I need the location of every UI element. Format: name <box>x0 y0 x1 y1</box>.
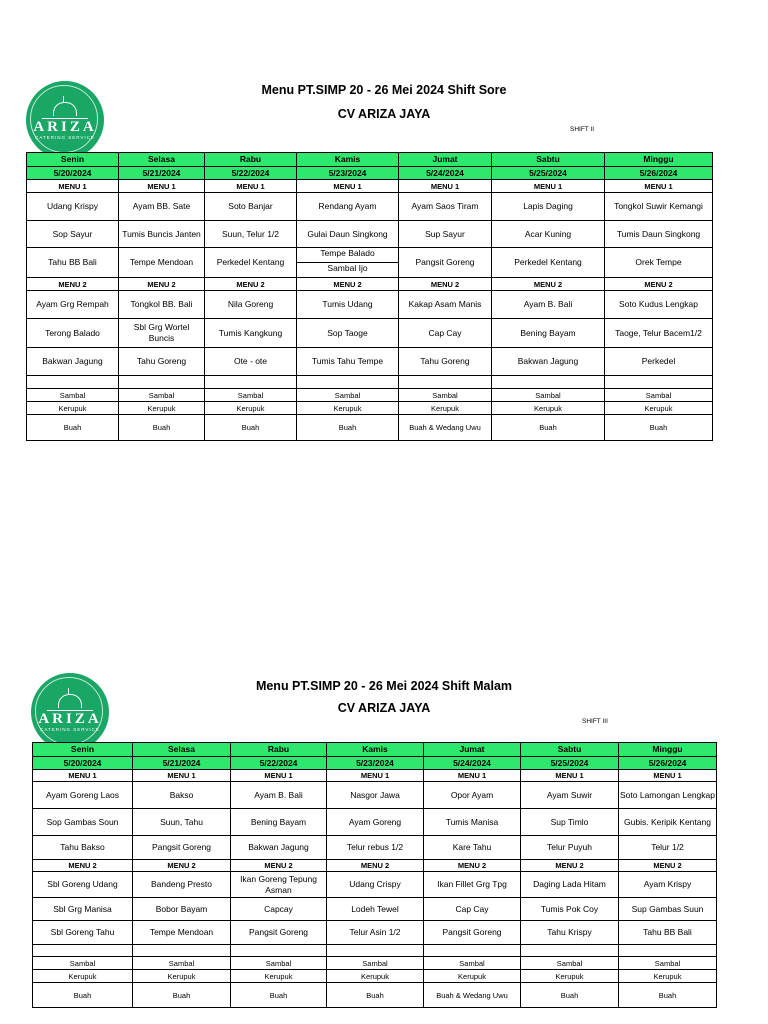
table-cell: Jumat <box>424 743 521 757</box>
table-cell: MENU 2 <box>605 278 713 291</box>
table-cell: Sup Gambas Suun <box>619 898 717 921</box>
table-cell: Kerupuk <box>521 970 619 983</box>
table-cell: Ikan Fillet Grg Tpg <box>424 872 521 898</box>
table-cell: Ayam B. Bali <box>492 291 605 319</box>
table-cell: 5/23/2024 <box>297 167 399 180</box>
table-cell: Telur Asin 1/2 <box>327 921 424 945</box>
table-cell: MENU 1 <box>492 180 605 193</box>
table-cell: Ayam Goreng <box>327 809 424 836</box>
table-cell: Pangsit Goreng <box>424 921 521 945</box>
table-cell: Kamis <box>297 153 399 167</box>
table-cell: Kerupuk <box>327 970 424 983</box>
table-cell: Tahu Goreng <box>119 348 205 376</box>
table-cell: Tongkol Suwir Kemangi <box>605 193 713 221</box>
table-row <box>33 836 717 860</box>
table-cell: MENU 1 <box>231 770 327 782</box>
table-row <box>33 872 717 898</box>
table-cell: Acar Kuning <box>492 221 605 248</box>
table-cell: MENU 1 <box>399 180 492 193</box>
table-cell: Buah <box>33 983 133 1008</box>
table-cell: Minggu <box>619 743 717 757</box>
company-name: CV ARIZA JAYA <box>337 107 431 121</box>
table-cell: Senin <box>33 743 133 757</box>
table-cell: Soto Kudus Lengkap <box>605 291 713 319</box>
table-cell <box>133 945 231 957</box>
table-row <box>33 809 717 836</box>
table-cell: Kerupuk <box>133 970 231 983</box>
table-cell: Tumis Manisa <box>424 809 521 836</box>
table-cell: Pangsit Goreng <box>231 921 327 945</box>
table-cell: Buah <box>119 415 205 441</box>
table-cell: MENU 2 <box>133 860 231 872</box>
dish-item: Sambal Ijo <box>327 263 368 273</box>
table-cell: MENU 2 <box>327 860 424 872</box>
table-cell: Sambal <box>521 957 619 970</box>
table-cell: MENU 2 <box>27 278 119 291</box>
table-cell: Tumis Kangkung <box>205 319 297 348</box>
table-cell: Tumis Daun Singkong <box>605 221 713 248</box>
table-cell: Sambal <box>27 389 119 402</box>
table-cell: Sup Sayur <box>399 221 492 248</box>
table-cell: Ayam Suwir <box>521 782 619 809</box>
table-cell: Tempe Mendoan <box>119 248 205 278</box>
table-cell: Sambal <box>297 389 399 402</box>
table-cell: Kerupuk <box>619 970 717 983</box>
table-cell: Sambal <box>399 389 492 402</box>
sheet-title: Menu PT.SIMP 20 - 26 Mei 2024 Shift Malam <box>255 679 513 693</box>
table-cell: MENU 2 <box>424 860 521 872</box>
menu2-header-row <box>27 278 713 291</box>
table-cell: MENU 1 <box>297 180 399 193</box>
table-cell: Lapis Daging <box>492 193 605 221</box>
menu-table <box>26 152 713 441</box>
table-cell: Buah <box>492 415 605 441</box>
menu1-header-row <box>27 180 713 193</box>
empty-row <box>33 945 717 957</box>
table-cell: Sop Taoge <box>297 319 399 348</box>
table-cell: Selasa <box>119 153 205 167</box>
table-cell: Sambal <box>424 957 521 970</box>
table-cell: Rendang Ayam <box>297 193 399 221</box>
shift-label: SHIFT II <box>570 126 595 133</box>
company-name: CV ARIZA JAYA <box>337 701 431 715</box>
table-cell: Kerupuk <box>297 402 399 415</box>
table-cell: 5/21/2024 <box>133 757 231 770</box>
table-cell: MENU 2 <box>297 278 399 291</box>
date-row <box>33 757 717 770</box>
table-cell: Nila Goreng <box>205 291 297 319</box>
table-cell: Minggu <box>605 153 713 167</box>
table-cell: 5/23/2024 <box>327 757 424 770</box>
table-row <box>27 248 713 278</box>
table-cell: Sambal <box>231 957 327 970</box>
table-cell: Buah <box>27 415 119 441</box>
table-cell: Telur 1/2 <box>619 836 717 860</box>
date-row <box>27 167 713 180</box>
table-cell: Bobor Bayam <box>133 898 231 921</box>
sambal-row <box>33 957 717 970</box>
table-cell: MENU 2 <box>521 860 619 872</box>
table-row <box>33 782 717 809</box>
table-cell <box>205 376 297 389</box>
table-cell: Tahu Goreng <box>399 348 492 376</box>
table-cell: 5/22/2024 <box>205 167 297 180</box>
table-cell: 5/25/2024 <box>492 167 605 180</box>
table-row <box>27 193 713 221</box>
table-cell: MENU 1 <box>33 770 133 782</box>
table-cell: MENU 1 <box>424 770 521 782</box>
table-cell <box>297 248 399 278</box>
table-cell: Tumis Pok Coy <box>521 898 619 921</box>
table-cell: Suun, Telur 1/2 <box>205 221 297 248</box>
table-cell: Sbl Grg Manisa <box>33 898 133 921</box>
table-cell <box>619 945 717 957</box>
table-cell: Sup Timlo <box>521 809 619 836</box>
table-cell: Tumis Buncis Janten <box>119 221 205 248</box>
table-cell <box>399 376 492 389</box>
table-cell: MENU 2 <box>33 860 133 872</box>
table-cell: Kerupuk <box>605 402 713 415</box>
table-cell: Ayam Saos Tiram <box>399 193 492 221</box>
table-cell: Sambal <box>492 389 605 402</box>
table-cell: Buah <box>205 415 297 441</box>
buah-row <box>33 983 717 1008</box>
table-cell: 5/26/2024 <box>619 757 717 770</box>
shift-label: SHIFT III <box>582 718 608 725</box>
table-cell <box>521 945 619 957</box>
table-cell: Kerupuk <box>231 970 327 983</box>
table-cell: Sambal <box>327 957 424 970</box>
table-cell: Suun, Tahu <box>133 809 231 836</box>
table-cell: 5/26/2024 <box>605 167 713 180</box>
kerupuk-row <box>33 970 717 983</box>
table-cell: Sabtu <box>492 153 605 167</box>
table-cell: Opor Ayam <box>424 782 521 809</box>
table-cell: Bakwan Jagung <box>231 836 327 860</box>
table-cell <box>33 945 133 957</box>
table-cell: Kerupuk <box>119 402 205 415</box>
table-cell: Jumat <box>399 153 492 167</box>
table-cell: MENU 1 <box>119 180 205 193</box>
table-cell: Taoge, Telur Bacem1/2 <box>605 319 713 348</box>
table-cell: Cap Cay <box>399 319 492 348</box>
empty-row <box>27 376 713 389</box>
table-cell: Sbl Goreng Udang <box>33 872 133 898</box>
table-cell: Perkedel Kentang <box>205 248 297 278</box>
table-cell: Kakap Asam Manis <box>399 291 492 319</box>
table-cell <box>297 376 399 389</box>
table-cell: Udang Krispy <box>27 193 119 221</box>
table-cell: MENU 1 <box>327 770 424 782</box>
table-cell: Sop Gambas Soun <box>33 809 133 836</box>
table-cell: 5/24/2024 <box>424 757 521 770</box>
table-row <box>27 319 713 348</box>
day-row <box>27 153 713 167</box>
sambal-row <box>27 389 713 402</box>
table-cell: Ayam Krispy <box>619 872 717 898</box>
table-cell: Ote - ote <box>205 348 297 376</box>
menu2-header-row <box>33 860 717 872</box>
table-cell: Ayam Goreng Laos <box>33 782 133 809</box>
table-cell: Tumis Tahu Tempe <box>297 348 399 376</box>
table-cell: Sbl Goreng Tahu <box>33 921 133 945</box>
table-cell: Sambal <box>33 957 133 970</box>
table-row <box>33 898 717 921</box>
table-cell <box>424 945 521 957</box>
table-cell: Buah <box>297 415 399 441</box>
table-cell: Tempe Mendoan <box>133 921 231 945</box>
table-cell: Daging Lada Hitam <box>521 872 619 898</box>
table-cell: Capcay <box>231 898 327 921</box>
table-cell: Kerupuk <box>424 970 521 983</box>
table-cell: Buah <box>619 983 717 1008</box>
table-row <box>33 921 717 945</box>
table-cell: Buah & Wedang Uwu <box>424 983 521 1008</box>
table-cell: MENU 2 <box>231 860 327 872</box>
table-cell: Buah <box>605 415 713 441</box>
table-cell: Cap Cay <box>424 898 521 921</box>
table-cell: Sambal <box>119 389 205 402</box>
table-cell <box>605 376 713 389</box>
table-cell: Sop Sayur <box>27 221 119 248</box>
menu-table <box>32 742 717 1008</box>
table-cell: Bandeng Presto <box>133 872 231 898</box>
table-cell: Ayam B. Bali <box>231 782 327 809</box>
table-cell: Buah <box>327 983 424 1008</box>
table-cell: Kerupuk <box>27 402 119 415</box>
table-cell: Senin <box>27 153 119 167</box>
table-cell: Pangsit Goreng <box>399 248 492 278</box>
table-cell: Telur Puyuh <box>521 836 619 860</box>
table-cell: Buah & Wedang Uwu <box>399 415 492 441</box>
table-cell: Udang Crispy <box>327 872 424 898</box>
table-cell: Sambal <box>205 389 297 402</box>
table-cell: 5/22/2024 <box>231 757 327 770</box>
day-row <box>33 743 717 757</box>
table-cell: Bakwan Jagung <box>27 348 119 376</box>
table-cell <box>492 376 605 389</box>
table-cell: Perkedel Kentang <box>492 248 605 278</box>
table-row <box>27 348 713 376</box>
table-cell: Tahu Bakso <box>33 836 133 860</box>
table-cell: Tongkol BB. Bali <box>119 291 205 319</box>
table-cell: Sbl Grg Wortel Buncis <box>119 319 205 348</box>
table-cell: Lodeh Tewel <box>327 898 424 921</box>
table-cell: 5/24/2024 <box>399 167 492 180</box>
table-cell: MENU 2 <box>399 278 492 291</box>
table-cell: Rabu <box>205 153 297 167</box>
dish-item: Tempe Balado <box>297 248 398 263</box>
table-cell: Gubis. Keripik Kentang <box>619 809 717 836</box>
table-cell: Soto Banjar <box>205 193 297 221</box>
table-cell: Kare Tahu <box>424 836 521 860</box>
table-cell: Ayam Grg Rempah <box>27 291 119 319</box>
table-cell: Gulai Daun Singkong <box>297 221 399 248</box>
table-cell: MENU 2 <box>619 860 717 872</box>
table-cell: MENU 2 <box>119 278 205 291</box>
table-cell: Sambal <box>133 957 231 970</box>
table-cell: 5/20/2024 <box>33 757 133 770</box>
table-cell <box>119 376 205 389</box>
ariza-logo: ARIZA CATERING SERVICE <box>31 673 109 751</box>
buah-row <box>27 415 713 441</box>
table-cell: MENU 1 <box>133 770 231 782</box>
table-cell: Kamis <box>327 743 424 757</box>
table-cell: Sabtu <box>521 743 619 757</box>
table-cell: Kerupuk <box>492 402 605 415</box>
table-cell: Sambal <box>619 957 717 970</box>
table-cell: MENU 1 <box>205 180 297 193</box>
table-cell: MENU 2 <box>492 278 605 291</box>
table-cell: MENU 1 <box>27 180 119 193</box>
table-cell: Kerupuk <box>399 402 492 415</box>
ariza-logo: ARIZA CATERING SERVICE <box>26 81 104 159</box>
table-cell <box>27 376 119 389</box>
table-cell: Buah <box>231 983 327 1008</box>
table-cell: Tahu Krispy <box>521 921 619 945</box>
sheet-title: Menu PT.SIMP 20 - 26 Mei 2024 Shift Sore <box>261 83 507 97</box>
table-cell <box>327 945 424 957</box>
table-cell: Ikan Goreng Tepung Asman <box>231 872 327 898</box>
table-cell: Bakso <box>133 782 231 809</box>
table-cell: MENU 1 <box>521 770 619 782</box>
table-cell: Pangsit Goreng <box>133 836 231 860</box>
table-cell: MENU 2 <box>205 278 297 291</box>
table-cell: Terong Balado <box>27 319 119 348</box>
table-cell: Perkedel <box>605 348 713 376</box>
table-cell: Kerupuk <box>205 402 297 415</box>
table-cell: Rabu <box>231 743 327 757</box>
table-cell: 5/25/2024 <box>521 757 619 770</box>
table-cell: Telur rebus 1/2 <box>327 836 424 860</box>
table-cell: Selasa <box>133 743 231 757</box>
table-row <box>27 291 713 319</box>
table-cell: Soto Lamongan Lengkap <box>619 782 717 809</box>
table-cell: Sambal <box>605 389 713 402</box>
menu1-header-row <box>33 770 717 782</box>
table-cell: Nasgor Jawa <box>327 782 424 809</box>
table-cell: Tahu BB Bali <box>619 921 717 945</box>
table-cell: Buah <box>521 983 619 1008</box>
kerupuk-row <box>27 402 713 415</box>
table-cell: Bening Bayam <box>492 319 605 348</box>
table-cell: Orek Tempe <box>605 248 713 278</box>
table-cell: Tahu BB Bali <box>27 248 119 278</box>
table-row <box>27 221 713 248</box>
table-cell: 5/20/2024 <box>27 167 119 180</box>
table-cell: Tumis Udang <box>297 291 399 319</box>
table-cell: Ayam BB. Sate <box>119 193 205 221</box>
table-cell: MENU 1 <box>605 180 713 193</box>
table-cell: 5/21/2024 <box>119 167 205 180</box>
table-cell: Kerupuk <box>33 970 133 983</box>
table-cell: Buah <box>133 983 231 1008</box>
table-cell: MENU 1 <box>619 770 717 782</box>
table-cell: Bakwan Jagung <box>492 348 605 376</box>
table-cell: Bening Bayam <box>231 809 327 836</box>
table-cell <box>231 945 327 957</box>
